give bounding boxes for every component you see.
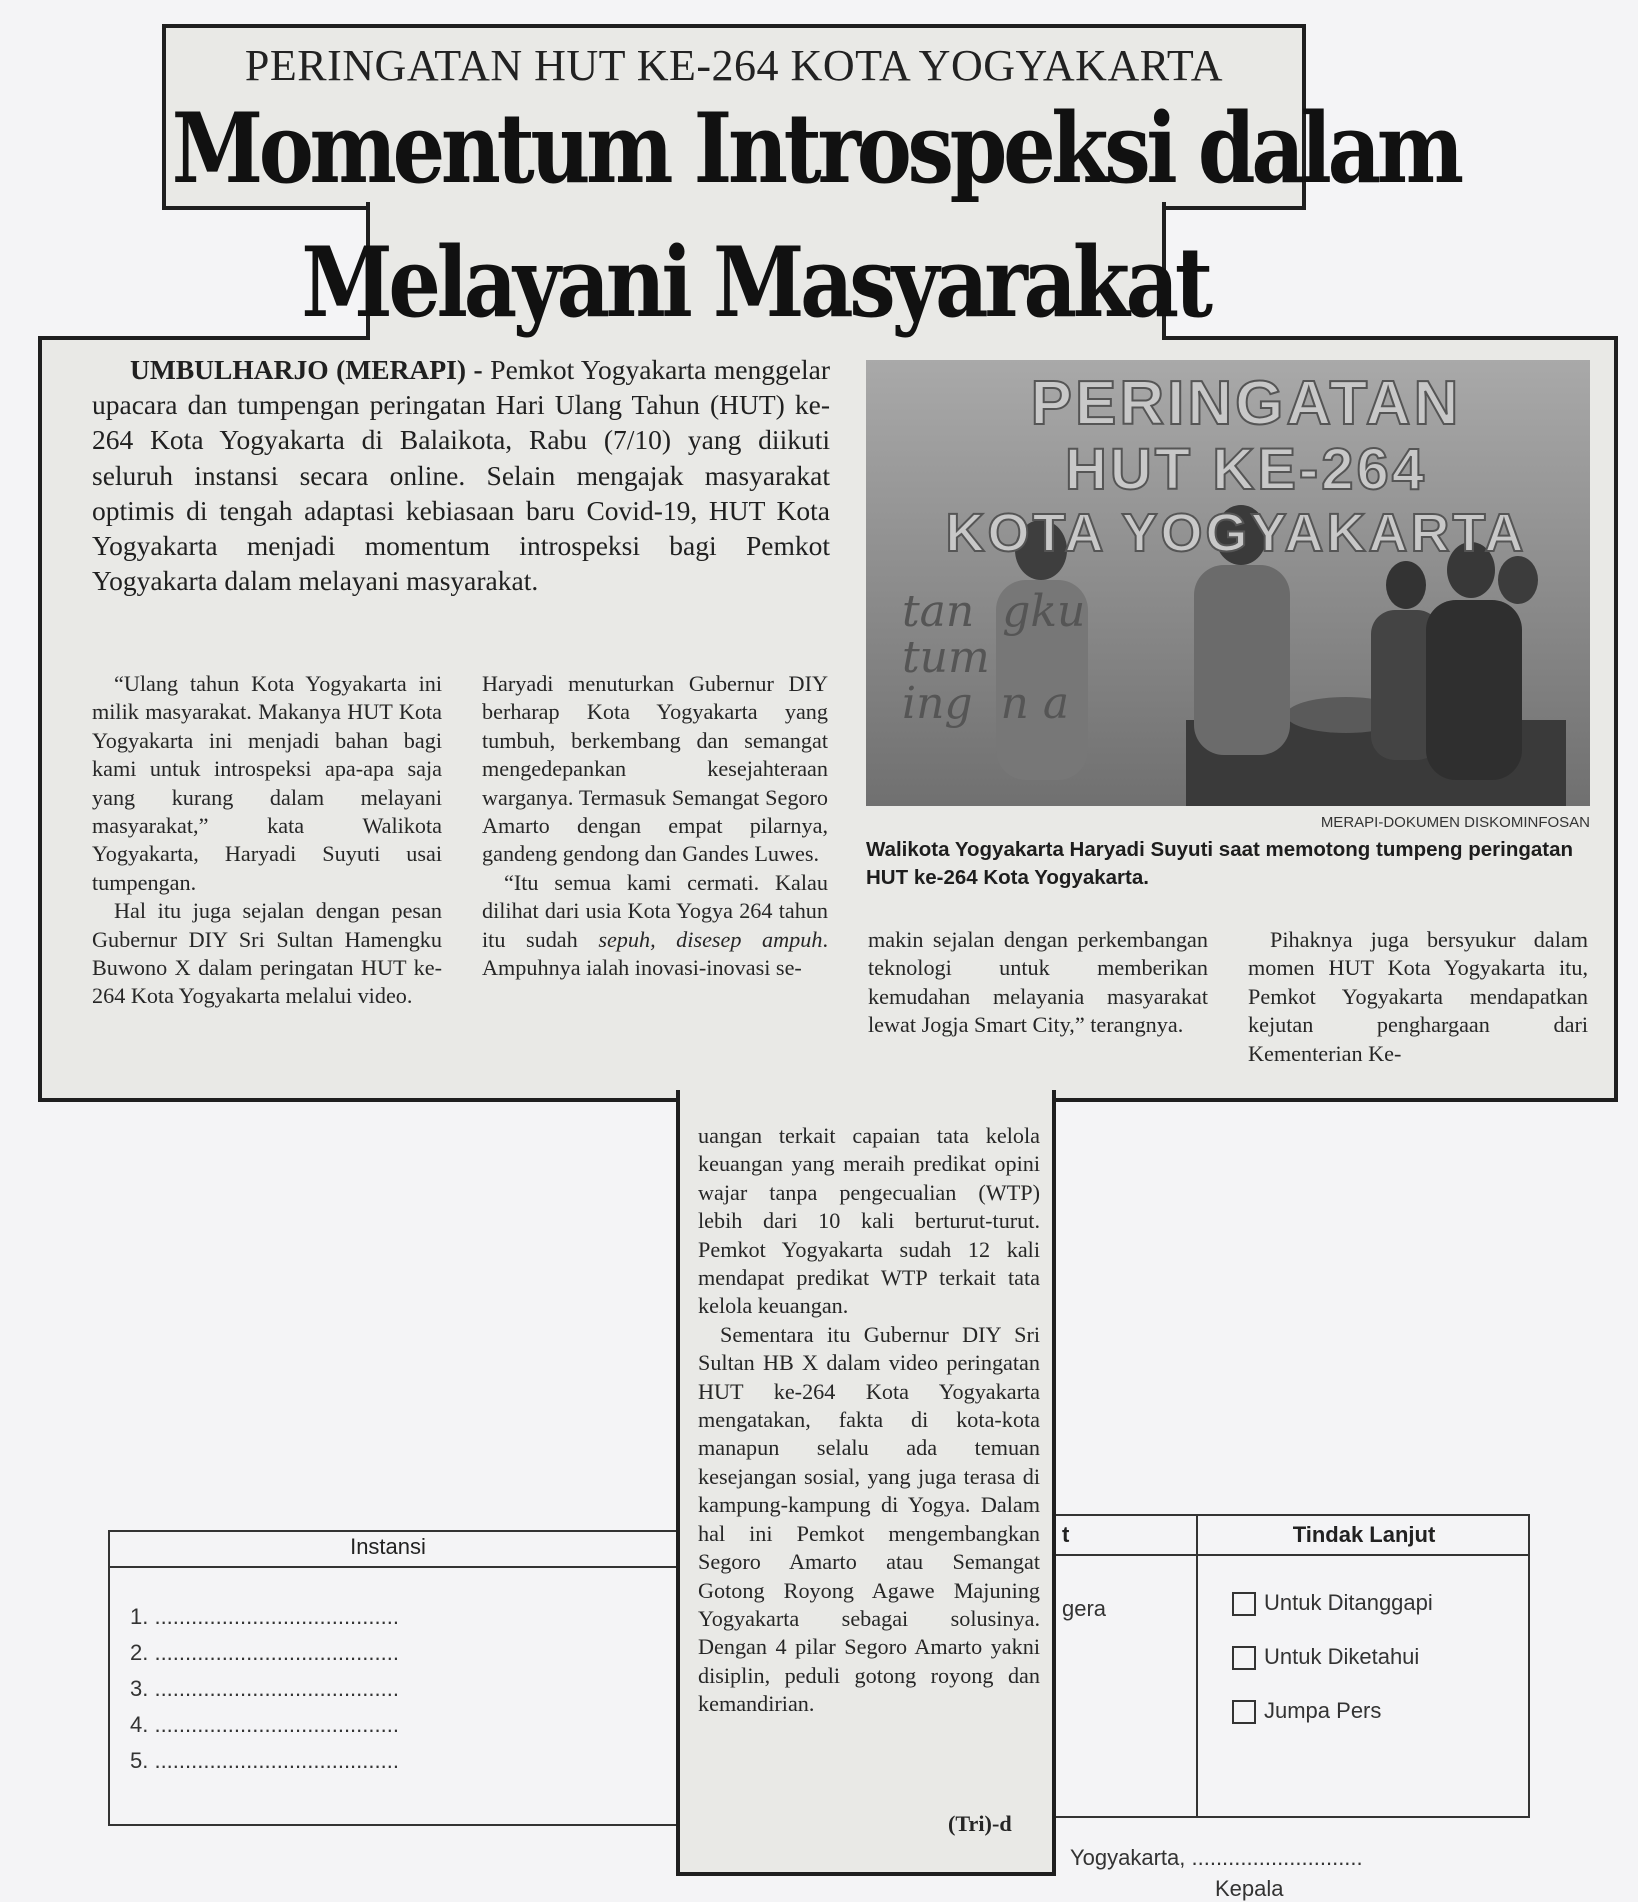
body-column-2 [482,670,828,982]
option-jumpa-pers[interactable] [1232,1698,1522,1752]
instansi-line-4: 4. ........................................ [130,1712,399,1737]
col2-p2-text-a: “Itu semua kami cermati. Kalau dilihat dari usia Kota Yogya 264 tahun itu sudah [482,869,828,952]
col1-paragraph-2: Hal itu juga sejalan dengan pesan Gubernur DIY Sri Sultan Hamengku Buwono X dalam peringatan HUT ke-264 Kota Yogyakarta melalui video. [92,898,442,1009]
mid-text-fragment: gera [1062,1596,1107,1621]
checkbox-diketahui[interactable] [1232,1646,1256,1670]
option-label: Jumpa Pers [1264,1698,1382,1723]
lead-body: Pemkot Yogyakarta menggelar upacara dan tumpengan peringatan Hari Ulang Tahun (HUT) ke-264 Kota Yogyakarta di Balaikota, Rabu (7/10) yang diikuti seluruh instansi secara online. Selain mengajak masyarakat optimis di tengah adaptasi kebiasaan baru Covid-19, HUT Kota Yogyakarta menjadi momentum introspeksi bagi Pemkot Yogyakarta dalam melayani masyarakat. [92,354,831,597]
photo-credit: MERAPI-DOKUMEN DISKOMINFOSAN [1320,814,1590,831]
instansi-line-3: 3. ........................................ [130,1676,399,1701]
instansi-line-5: 5. ........................................ [130,1748,399,1773]
body-column-4 [1248,926,1588,1068]
body-column-3 [868,926,1208,1040]
instansi-line-2: 2. ........................................ [130,1640,399,1665]
instansi-line-1: 1. ........................................ [130,1604,399,1629]
option-label: Untuk Ditanggapi [1264,1590,1433,1615]
photo-caption: Walikota Yogyakarta Haryadi Suyuti saat memotong tumpeng peringatan HUT ke-264 Kota Yogyakarta. [866,838,1574,889]
instansi-list [130,1604,550,1784]
lead-dateline: UMBULHARJO (MERAPI) - [130,354,483,385]
col1-paragraph-1: “Ulang tahun Kota Yogyakarta ini milik masyarakat. Makanya HUT Kota Yogyakarta ini menjadi bahan bagi kami untuk introspeksi apa-apa saja yang kurang dalam melayani masyarakat,” kata Walikota Yogyakarta, Haryadi Suyuti usai tumpengan. [92,671,442,895]
option-untuk-ditanggapi[interactable] [1232,1590,1522,1644]
photo-script-1: tan gku [902,586,1086,637]
lead-paragraph [92,352,830,598]
photo-banner-line-1: PERINGATAN [1030,369,1462,438]
kepala-label: Kepala [1215,1876,1284,1901]
photo-script-3: ing n a [902,678,1070,729]
col2-p2-italic: sepuh, disesep ampuh [598,926,823,952]
seam-cover-bottom [680,1094,1052,1108]
instansi-header: Instansi [350,1534,426,1559]
body-column-1 [92,670,442,1011]
col5-paragraph-1: uangan terkait capaian tata kelola keuangan yang meraih predikat opini wajar tanpa pengecualian (WTP) lebih dari 10 kali berturut-turut. Pemkot Yogyakarta sudah 12 kali mendapat predikat WTP terkait tata kelola keuangan. [698,1123,1040,1319]
headline-line-1: Momentum Introspeksi dalam [171,92,1460,205]
col4-paragraph: Pihaknya juga bersyukur dalam momen HUT Kota Yogyakarta itu, Pemkot Yogyakarta mendapatkan kejutan penghargaan dari Kementerian Ke- [1248,927,1588,1066]
checkbox-ditanggapi[interactable] [1232,1592,1256,1616]
place-date-line: Yogyakarta, ............................ [1070,1845,1363,1870]
headline-line-2: Melayani Masyarakat [301,226,1209,339]
instansi-header-divider [108,1566,688,1568]
photo-banner-line-3: KOTA YOGYAKARTA [945,503,1527,563]
col3-paragraph: makin sejalan dengan perkembangan teknologi untuk memberikan kemudahan melayania masyarakat lewat Jogja Smart City,” terangnya. [868,927,1208,1038]
tindak-lanjut-header: Tindak Lanjut [1292,1522,1436,1547]
option-untuk-diketahui[interactable] [1232,1644,1522,1698]
checkbox-jumpa-pers[interactable] [1232,1700,1256,1724]
col5-paragraph-2: Sementara itu Gubernur DIY Sri Sultan HB X dalam video peringatan HUT ke-264 Kota Yogyakarta mengatakan, fakta di kota-kota manapun selalu ada temuan kesejangan sosial, yang juga terasa di kampung-kampung di Yogya. Dalam hal ini Pemkot mengembangkan Segoro Amarto atau Semangat Gotong Royong Agawe Majuning Yogyakarta sebagai solusinya. Dengan 4 pilar Segoro Amarto yakni disiplin, peduli gotong royong dan kemandirian. [698,1321,1040,1717]
option-label: Untuk Diketahui [1264,1644,1420,1669]
col2-paragraph-1: Haryadi menuturkan Gubernur DIY berharap Kota Yogyakarta yang tumbuh, berkembang dan semangat mengedepankan kesejahteraan warganya. Termasuk Semangat Segoro Amarto dengan empat pilarnya, gandeng gendong dan Gandes Luwes. [482,671,828,867]
article-kicker: PERINGATAN HUT KE-264 KOTA YOGYAKARTA [244,41,1224,90]
mid-header-fragment: t [1062,1522,1070,1547]
tindak-lanjut-options [1232,1590,1522,1752]
photo-banner-line-2: HUT KE-264 [1065,437,1427,502]
col2-paragraph-2 [482,869,828,983]
tindak-lanjut-col-divider [1196,1514,1198,1818]
col2-p2-text-b: . Ampuhnya ialah inovasi-inovasi se- [482,926,829,981]
article-signoff: (Tri)-d [948,1811,1012,1836]
article-photo [866,360,1590,806]
photo-script-2: tum [902,632,990,683]
body-column-5 [698,1122,1040,1719]
tindak-lanjut-header-divider [1050,1554,1530,1556]
